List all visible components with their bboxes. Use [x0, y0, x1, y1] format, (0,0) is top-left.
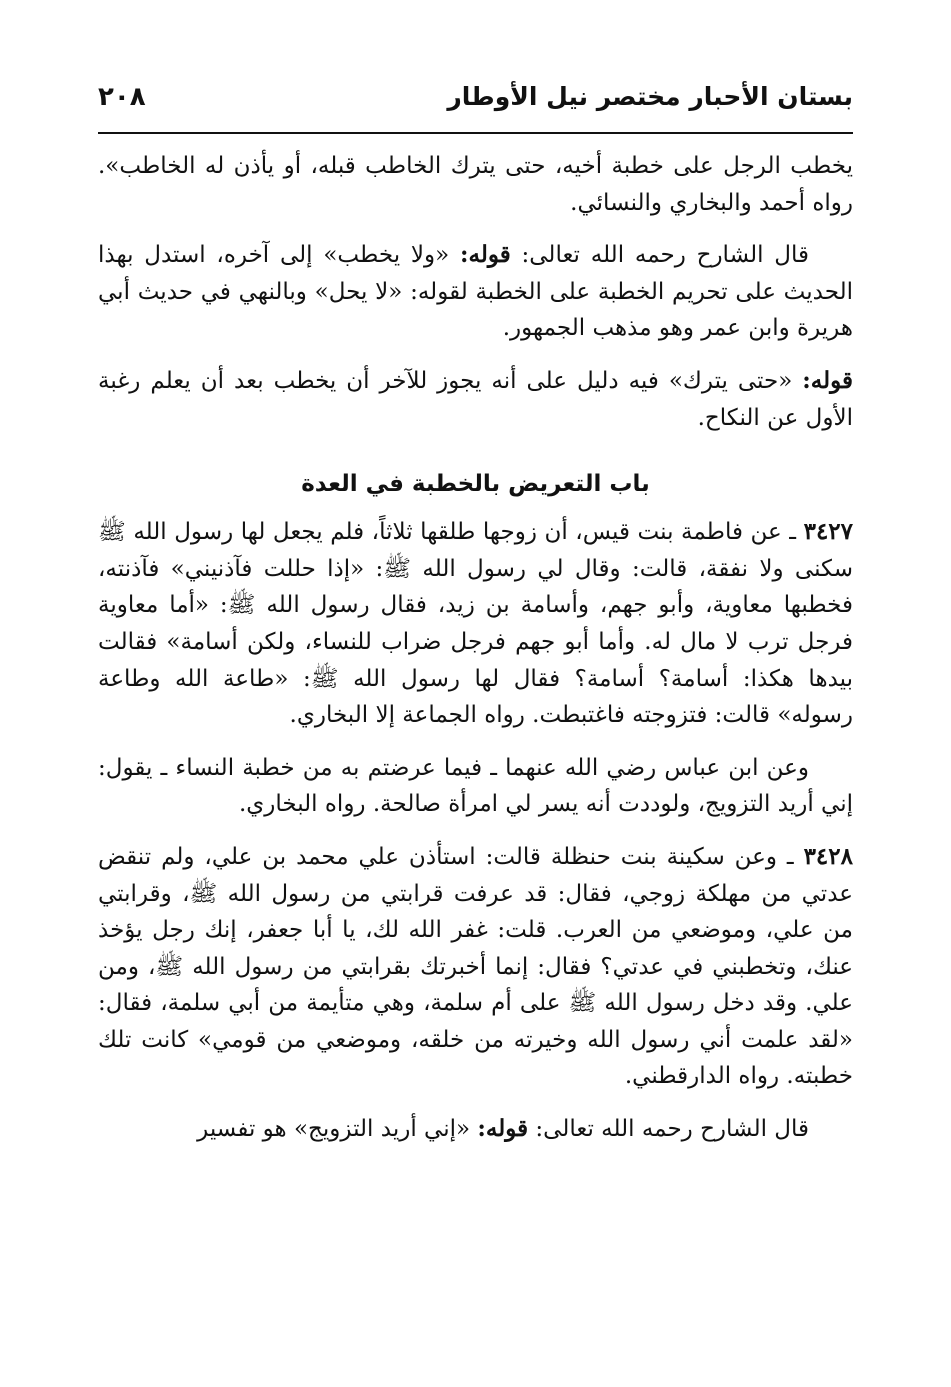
hadith-text: ـ عن فاطمة بنت قيس، أن زوجها طلقها ثلاثاً، فلم يجعل لها رسول الله ﷺ سكنى ولا نفقة، قالت: وقال لي رسول الله ﷺ: «إذا حللت فآذنيني» فآذنته، فخطبها معاوية، وأبو جهم، وأسامة بن زيد، فقال رسول الله ﷺ: «أما معاوية فرجل ترب لا مال له. وأما أبو جهم فرجل ضراب للنساء، ولكن أسامة» فقالت بيدها هكذا: أسامة؟ أسامة؟ فقال لها رسول الله ﷺ: «طاعة الله وطاعة رسوله» قالت: فتزوجته فاغتبطت. رواه الجماعة إلا البخاري. — [98, 519, 853, 729]
hadith-text: ـ وعن سكينة بنت حنظلة قالت: استأذن علي محمد بن علي، ولم تنقض عدتي من مهلكة زوجي، فقال: قد عرفت قرابتي من رسول الله ﷺ، وقرابتي من علي، وموضعي من العرب. قلت: غفر الله لك، يا أبا جعفر، إنك رجل يؤخذ عنك، وتخطبني في عدتي؟ فقال: إنما أخبرتك بقرابتي من رسول الله ﷺ، ومن علي. وقد دخل رسول الله ﷺ على أم سلمة، وهي متأيمة من أبي سلمة، فقال: «لقد علمت أني رسول الله وخيرته من خلقه، وموضعي من قومي» كانت تلك خطبته. رواه الدارقطني. — [98, 843, 853, 1090]
hadith-number: ٣٤٢٧ — [803, 518, 854, 546]
commentator-lead: قال الشارح رحمه الله تعالى: — [521, 242, 809, 269]
commentary-text: «إني أريد التزويج» هو تفسير — [197, 1116, 471, 1143]
paragraph-commentary-1 — [98, 237, 853, 347]
running-header — [98, 78, 853, 128]
hadith-3427 — [98, 514, 853, 734]
header-rule — [98, 132, 853, 134]
hadith-3428 — [98, 839, 853, 1095]
commentary-text: «ولا يخطب» إلى آخره، استدل بهذا الحديث على تحريم الخطبة على الخطبة لقوله: «لا يحل» وبالنهي في حديث أبي هريرة وابن عمر وهو مذهب الجمهور. — [98, 242, 853, 342]
commentary-text: «حتى يترك» فيه دليل على أنه يجوز للآخر أن يخطب بعد أن يعلم رغبة الأول عن النكاح. — [98, 367, 853, 431]
body-text — [98, 148, 853, 1148]
qawluhu-label: قوله: — [460, 241, 511, 269]
paragraph-ibn-abbas: وعن ابن عباس رضي الله عنهما ـ فيما عرضتم به من خطبة النساء ـ يقول: إني أريد التزويج، ولوددت أنه يسر لي امرأة صالحة. رواه البخاري. — [98, 754, 853, 818]
qawluhu-label: قوله: — [802, 366, 853, 394]
paragraph-commentary-2 — [98, 363, 853, 436]
book-title: بستان الأحبار مختصر نيل الأوطار — [447, 82, 853, 111]
section-heading: باب التعريض بالخطبة في العدة — [301, 471, 650, 498]
paragraph-hadith-continuation: يخطب الرجل على خطبة أخيه، حتى يترك الخاطب قبله، أو يأذن له الخاطب». رواه أحمد والبخاري والنسائي. — [98, 153, 853, 216]
qawluhu-label: قوله: — [477, 1115, 529, 1143]
hadith-number: ٣٤٢٨ — [803, 842, 853, 870]
page-number: ٢٠٨ — [98, 82, 146, 112]
paragraph-commentary-3 — [98, 1111, 853, 1148]
commentator-lead: قال الشارح رحمه الله تعالى: — [535, 1116, 809, 1143]
